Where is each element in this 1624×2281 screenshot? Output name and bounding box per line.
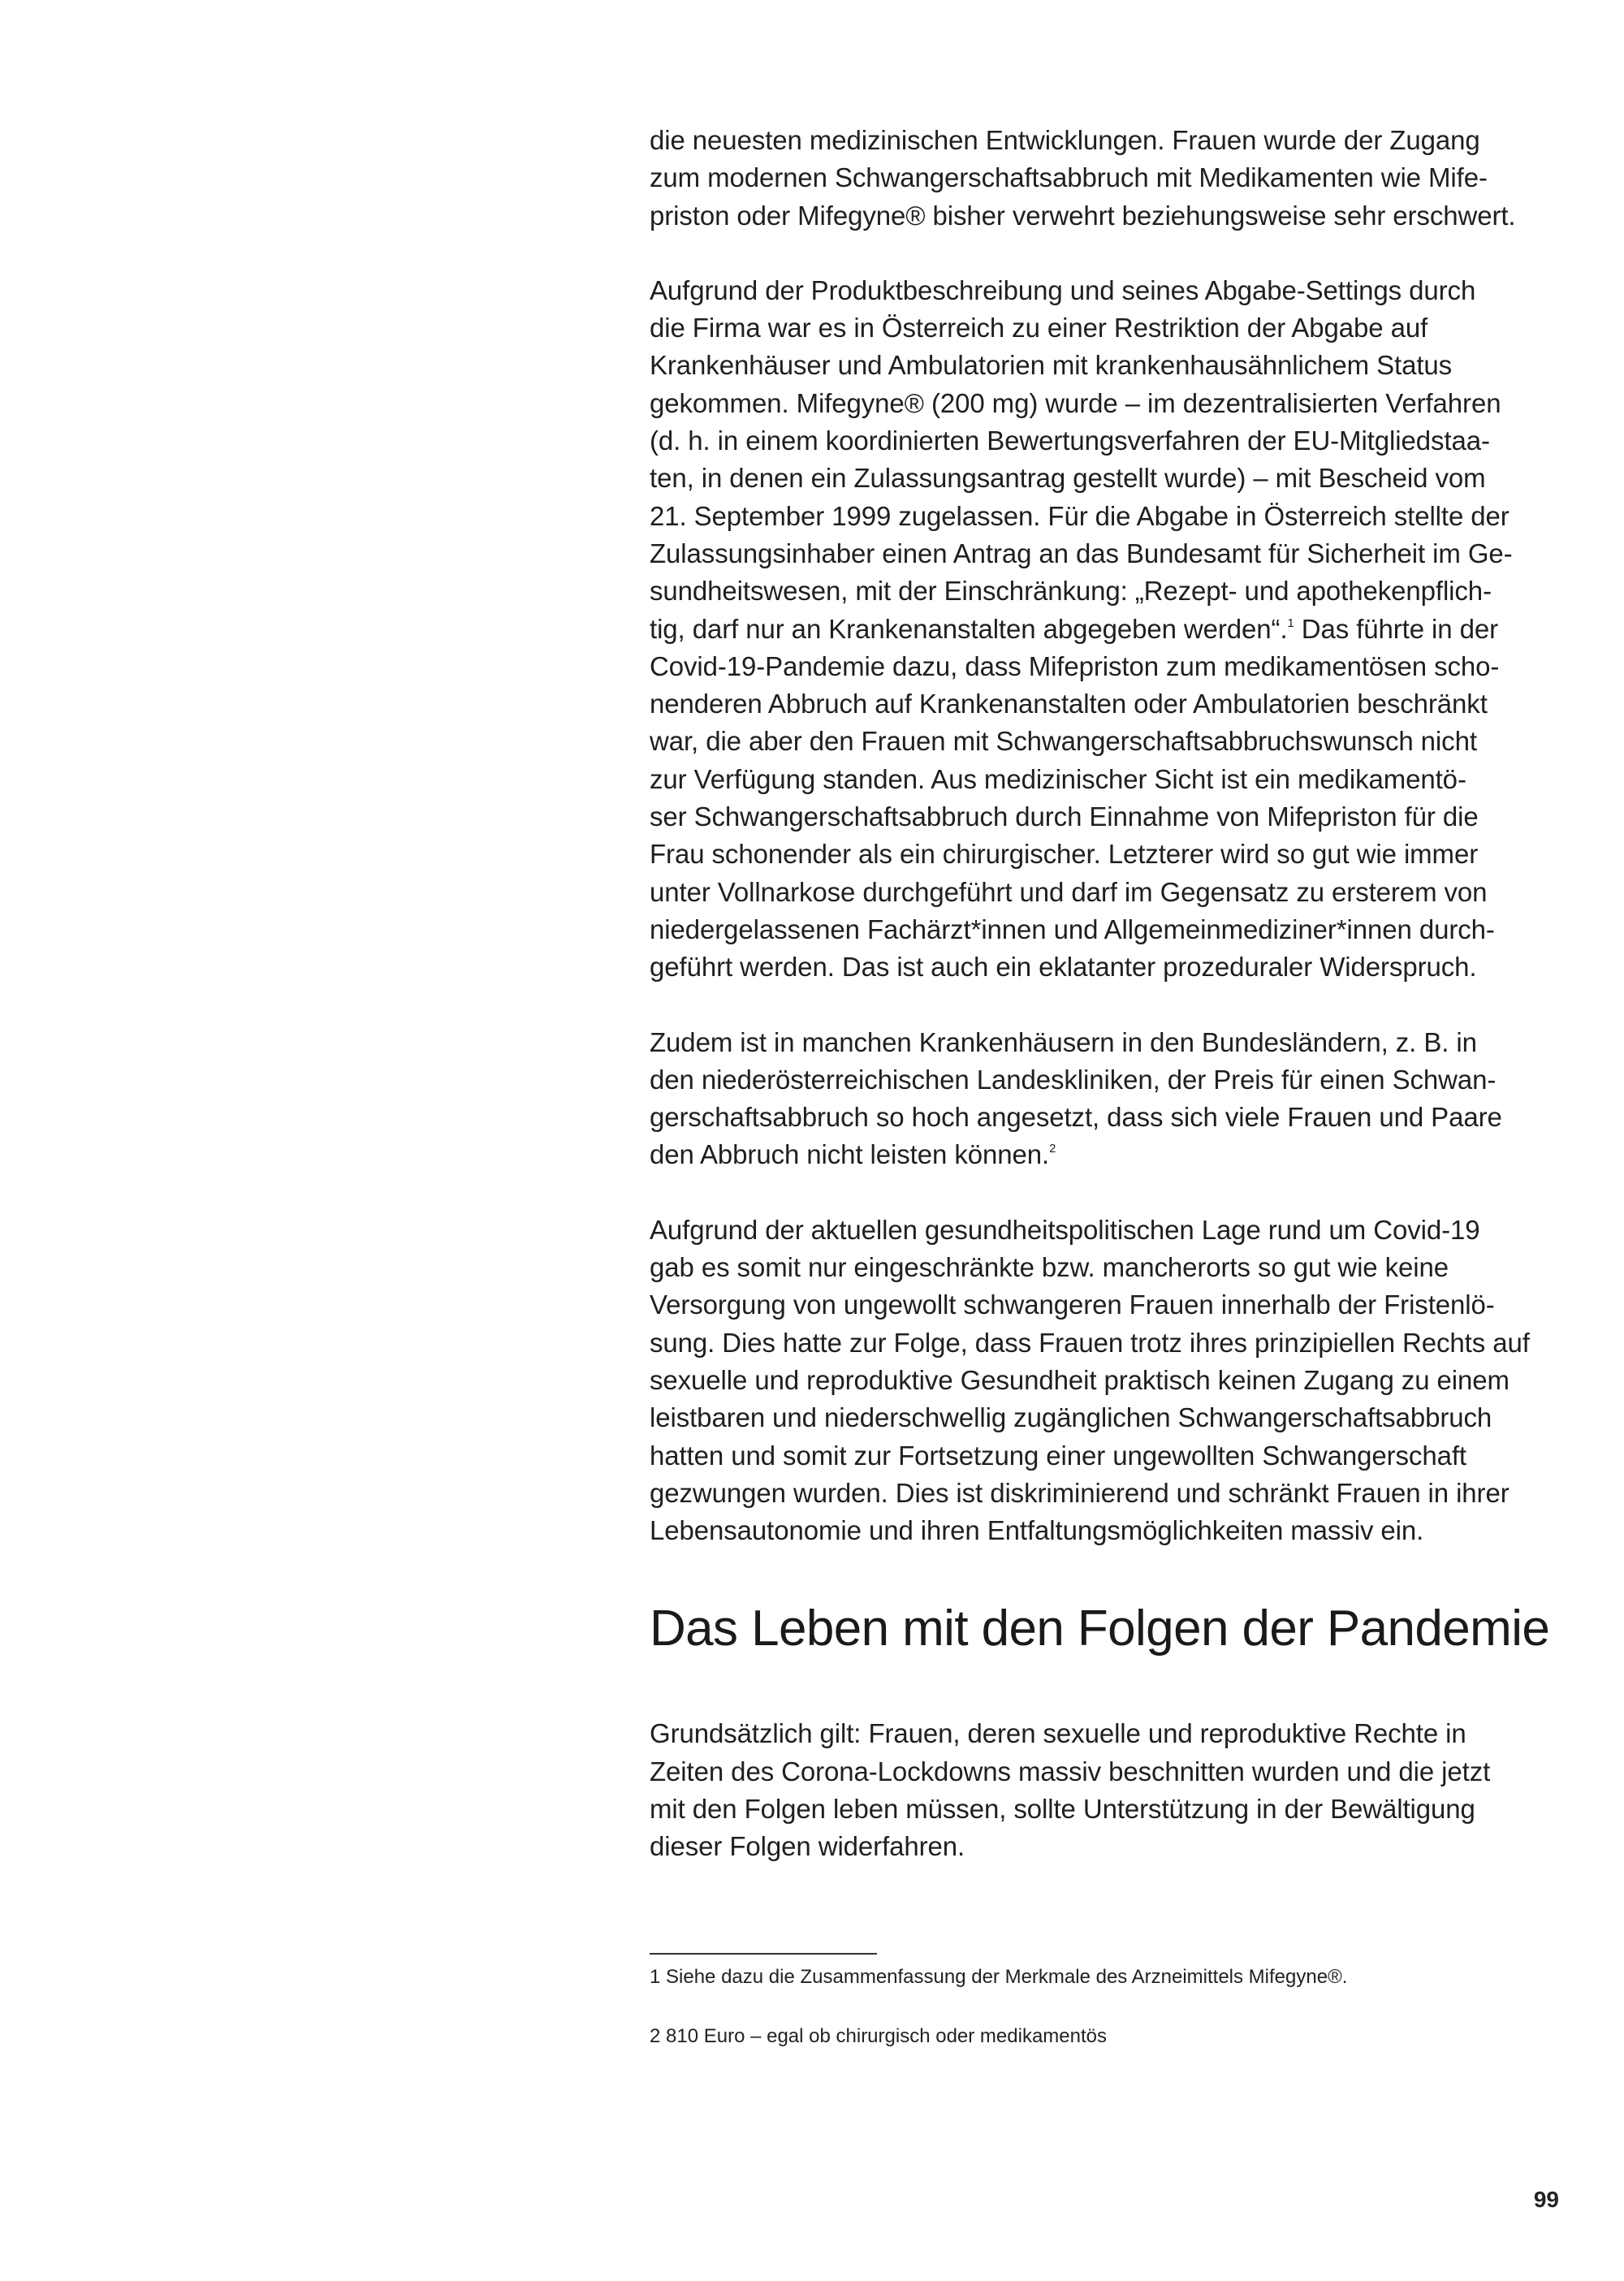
text-column [650,122,1559,1866]
section-heading: Das Leben mit den Folgen der Pandemie [650,1601,1550,1657]
text-line: dieser Folgen widerfahren. [650,1831,965,1862]
text-line: geführt werden. Das ist auch ein eklatanter prozeduraler Widerspruch. [650,952,1477,983]
text-line: niedergelassenen Fachärzt*innen und Allgemeinmediziner*innen durch- [650,914,1495,944]
text-line: sexuelle und reproduktive Gesundheit praktisch keinen Zugang zu einem [650,1364,1510,1395]
text-line: Frau schonender als ein chirurgischer. Letzterer wird so gut wie immer [650,839,1479,870]
text-line-with-footnote [650,1136,1559,1173]
text-line: war, die aber den Frauen mit Schwangerschaftsabbruchswunsch nicht [650,726,1477,757]
paragraph-4 [650,1212,1559,1550]
text-line: gezwungen wurden. Dies ist diskriminierend und schränkt Frauen in ihrer [650,1477,1510,1508]
text-line: leistbaren und niederschwellig zugänglichen Schwangerschaftsabbruch [650,1402,1492,1433]
text-line: zur Verfügung standen. Aus medizinischer Sicht ist ein medikamentö- [650,763,1466,794]
paragraph-5 [650,1715,1559,1865]
footnote-ref-2[interactable]: 2 [1049,1143,1056,1156]
text-line: nenderen Abbruch auf Krankenanstalten oder Ambulatorien beschränkt [650,689,1488,719]
footnote-divider [650,1953,877,1955]
text-line: den niederösterreichischen Landeskliniken, der Preis für einen Schwan- [650,1064,1497,1095]
text-segment: tig, darf nur an Krankenanstalten abgegeben werden“. [650,613,1288,644]
text-line: Aufgrund der aktuellen gesundheitspolitischen Lage rund um Covid-19 [650,1214,1480,1245]
text-line-with-footnote [650,611,1559,648]
text-line: die Firma war es in Österreich zu einer Restriktion der Abgabe auf [650,313,1428,343]
text-line: Aufgrund der Produktbeschreibung und seines Abgabe-Settings durch [650,274,1476,305]
text-line: ser Schwangerschaftsabbruch durch Einnahme von Mifepriston für die [650,801,1479,832]
text-line: sundheitswesen, mit der Einschränkung: „Rezept- und apothekenpflich- [650,576,1492,607]
page-number: 99 [1533,2187,1559,2212]
text-line: hatten und somit zur Fortsetzung einer ungewollten Schwangerschaft [650,1440,1466,1471]
text-line: Lebensautonomie und ihren Entfaltungsmöglichkeiten massiv ein. [650,1515,1424,1546]
text-line: gerschaftsabbruch so hoch angesetzt, dass sich viele Frauen und Paare [650,1102,1502,1133]
paragraph-3 [650,1024,1559,1174]
footnote-2: 2 810 Euro – egal ob chirurgisch oder medikamentös [650,2025,1107,2047]
text-line: zum modernen Schwangerschaftsabbruch mit Medikamenten wie Mife- [650,162,1488,193]
text-line: ten, in denen ein Zulassungsantrag gestellt wurde) – mit Bescheid vom [650,463,1486,494]
text-line: Versorgung von ungewollt schwangeren Frauen innerhalb der Fristenlö- [650,1290,1495,1320]
text-line: Zudem ist in manchen Krankenhäusern in den Bundesländern, z. B. in [650,1026,1477,1057]
paragraph-2 [650,272,1559,987]
text-line: Zulassungsinhaber einen Antrag an das Bundesamt für Sicherheit im Ge- [650,538,1513,568]
text-line: gab es somit nur eingeschränkte bzw. mancherorts so gut wie keine [650,1252,1449,1283]
text-line: Grundsätzlich gilt: Frauen, deren sexuelle und reproduktive Rechte in [650,1718,1466,1749]
text-line: unter Vollnarkose durchgeführt und darf im Gegensatz zu ersterem von [650,876,1488,907]
text-line: gekommen. Mifegyne® (200 mg) wurde – im dezentralisierten Verfahren [650,387,1501,418]
text-line: die neuesten medizinischen Entwicklungen. Frauen wurde der Zugang [650,125,1480,155]
text-line: sung. Dies hatte zur Folge, dass Frauen trotz ihres prinzipiellen Rechts auf [650,1327,1530,1358]
text-line: Zeiten des Corona-Lockdowns massiv beschnitten wurden und die jetzt [650,1756,1491,1786]
text-segment: den Abbruch nicht leisten können. [650,1139,1050,1170]
text-line: 21. September 1999 zugelassen. Für die Abgabe in Österreich stellte der [650,500,1510,531]
text-line: (d. h. in einem koordinierten Bewertungsverfahren der EU-Mitgliedstaa- [650,426,1490,456]
footnote-1: 1 Siehe dazu die Zusammenfassung der Merkmale des Arzneimittels Mifegyne®. [650,1966,1348,1988]
text-line: priston oder Mifegyne® bisher verwehrt beziehungsweise sehr erschwert. [650,200,1516,231]
footnote-ref-1[interactable]: 1 [1287,616,1294,630]
text-segment: Das führte in der [1294,613,1498,644]
text-line: Covid-19-Pandemie dazu, dass Mifepriston zum medikamentösen scho- [650,650,1500,681]
text-line: Krankenhäuser und Ambulatorien mit krankenhausähnlichem Status [650,350,1453,381]
text-line: mit den Folgen leben müssen, sollte Unterstützung in der Bewältigung [650,1793,1475,1824]
paragraph-1 [650,122,1559,235]
